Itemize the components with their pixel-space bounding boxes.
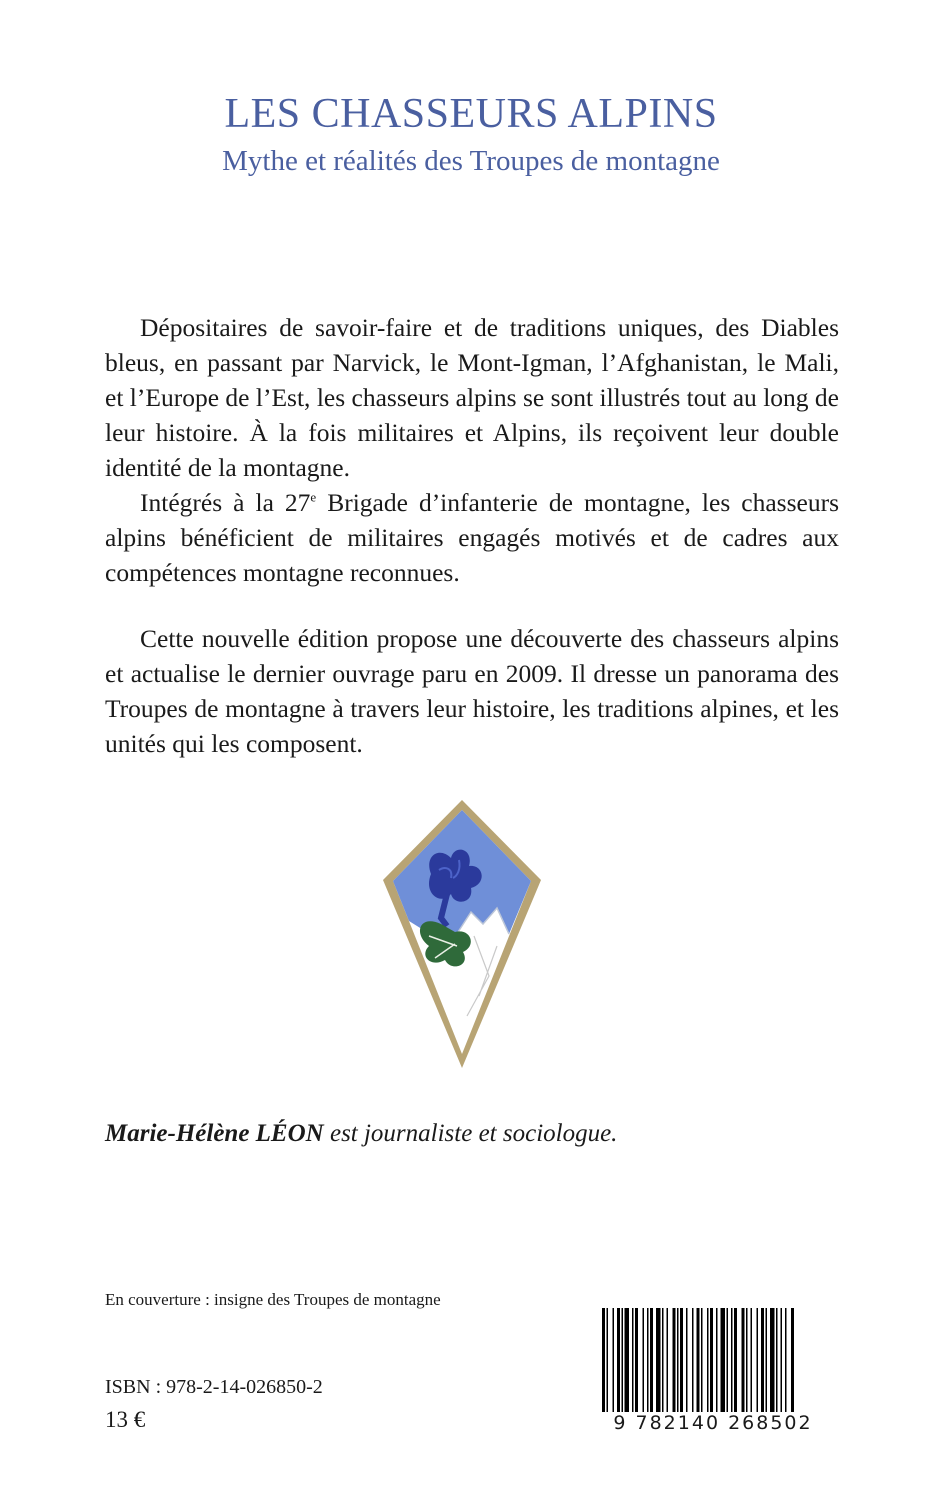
paragraph-2-start: Intégrés à la 27 bbox=[140, 488, 311, 517]
isbn: ISBN : 978-2-14-026850-2 bbox=[105, 1376, 323, 1398]
book-subtitle: Mythe et réalités des Troupes de montagne bbox=[222, 145, 720, 177]
author-name: Marie-Hélène LÉON bbox=[105, 1120, 324, 1147]
cover-note: En couverture : insigne des Troupes de montagne bbox=[105, 1290, 441, 1309]
book-title: LES CHASSEURS ALPINS bbox=[224, 91, 718, 137]
paragraph-2 bbox=[105, 485, 839, 590]
paragraph-2-end: Brigade d’infanterie de montagne, les chasseurs alpins bénéficient de militaires engagés motivés et de cadres aux compétences montagne reconnues. bbox=[105, 488, 839, 587]
paragraph-1: Dépositaires de savoir-faire et de traditions uniques, des Diables bleus, en passant par Narvick, le Mont-Igman, l’Afghanistan, le Mali, et l’Europe de l’Est, les chasseurs alpins se sont illustrés tout au long de leur histoire. À la fois militaires et Alpins, ils reçoivent leur double identité de la montagne. bbox=[105, 313, 839, 482]
paragraph-3: Cette nouvelle édition propose une découverte des chasseurs alpins et actualise le dernier ouvrage paru en 2009. Il dresse un panorama des Troupes de montagne à travers leur histoire, les traditions alpines, et les unités qui les composent. bbox=[105, 624, 839, 758]
author-line bbox=[105, 1120, 617, 1148]
price: 13 € bbox=[105, 1407, 146, 1432]
author-description: est journaliste et sociologue. bbox=[323, 1120, 618, 1147]
ordinal-superscript: e bbox=[310, 489, 317, 505]
barcode-digits: 9 782140 268502 bbox=[588, 1412, 838, 1434]
mountain-troops-insignia bbox=[379, 796, 545, 1072]
